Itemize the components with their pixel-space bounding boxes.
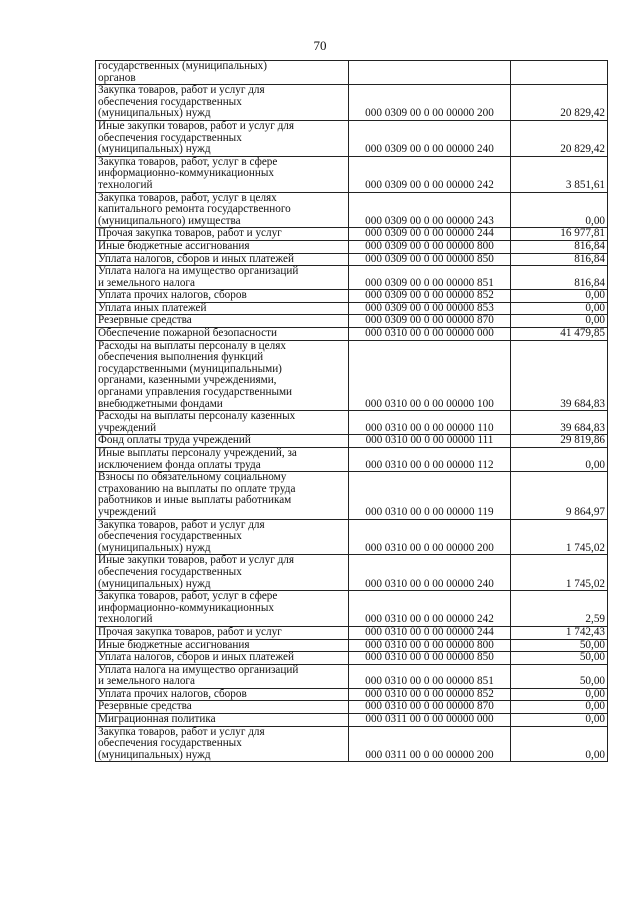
row-name-cell: Расходы на выплаты персоналу казенных учреждений xyxy=(96,411,349,435)
row-amount-cell: 1 745,02 xyxy=(511,555,608,591)
row-name-cell: Закупка товаров, работ и услуг для обеспечения государственных (муниципальных) нужд xyxy=(96,85,349,121)
table-row xyxy=(96,266,608,290)
row-code-cell: 000 0310 00 0 00 00000 119 xyxy=(349,472,511,519)
row-code-cell xyxy=(349,61,511,85)
row-name-cell: Прочая закупка товаров, работ и услуг xyxy=(96,626,349,639)
row-code-cell: 000 0311 00 0 00 00000 200 xyxy=(349,726,511,762)
row-code-cell: 000 0309 00 0 00 00000 243 xyxy=(349,192,511,228)
row-amount-cell: 16 977,81 xyxy=(511,228,608,241)
row-name-cell: Закупка товаров, работ, услуг в сфере информационно-коммуникационных технологий xyxy=(96,591,349,627)
row-amount-cell: 816,84 xyxy=(511,240,608,253)
table-row xyxy=(96,340,608,411)
row-amount-cell: 0,00 xyxy=(511,315,608,328)
row-name-cell: Уплата налога на имущество организаций и земельного налога xyxy=(96,664,349,688)
row-amount-cell: 0,00 xyxy=(511,448,608,472)
row-amount-cell: 20 829,42 xyxy=(511,120,608,156)
table-row xyxy=(96,156,608,192)
table-row xyxy=(96,472,608,519)
row-code-cell: 000 0310 00 0 00 00000 240 xyxy=(349,555,511,591)
row-name-cell: Иные бюджетные ассигнования xyxy=(96,240,349,253)
row-code-cell: 000 0310 00 0 00 00000 242 xyxy=(349,591,511,627)
row-name-cell: Фонд оплаты труда учреждений xyxy=(96,435,349,448)
row-code-cell: 000 0310 00 0 00 00000 100 xyxy=(349,340,511,411)
row-code-cell: 000 0309 00 0 00 00000 240 xyxy=(349,120,511,156)
table-row xyxy=(96,411,608,435)
table-row xyxy=(96,290,608,303)
table-row xyxy=(96,240,608,253)
row-name-cell: Закупка товаров, работ, услуг в целях капитального ремонта государственного (муниципального) имущества xyxy=(96,192,349,228)
row-code-cell: 000 0310 00 0 00 00000 850 xyxy=(349,652,511,665)
row-amount-cell: 0,00 xyxy=(511,688,608,701)
budget-table xyxy=(95,60,608,762)
table-row xyxy=(96,192,608,228)
table-row xyxy=(96,85,608,121)
row-amount-cell: 9 864,97 xyxy=(511,472,608,519)
row-name-cell: Расходы на выплаты персоналу в целях обеспечения выполнения функций государственными (муниципальными) органами, казенными учреждениями, органами управления государственными внебюджетными фондами xyxy=(96,340,349,411)
page-number: 70 xyxy=(313,38,327,53)
row-amount-cell: 39 684,83 xyxy=(511,411,608,435)
row-code-cell: 000 0310 00 0 00 00000 800 xyxy=(349,639,511,652)
table-row xyxy=(96,435,608,448)
row-amount-cell: 50,00 xyxy=(511,639,608,652)
row-amount-cell: 41 479,85 xyxy=(511,328,608,341)
row-amount-cell: 0,00 xyxy=(511,192,608,228)
row-code-cell: 000 0309 00 0 00 00000 244 xyxy=(349,228,511,241)
row-amount-cell: 2,59 xyxy=(511,591,608,627)
row-name-cell: Уплата налогов, сборов и иных платежей xyxy=(96,652,349,665)
row-amount-cell: 0,00 xyxy=(511,701,608,714)
row-amount-cell: 816,84 xyxy=(511,253,608,266)
row-name-cell: государственных (муниципальных) органов xyxy=(96,61,349,85)
row-code-cell: 000 0311 00 0 00 00000 000 xyxy=(349,714,511,727)
row-name-cell: Уплата иных платежей xyxy=(96,302,349,315)
table-row xyxy=(96,253,608,266)
row-amount-cell: 0,00 xyxy=(511,714,608,727)
table-row xyxy=(96,652,608,665)
row-name-cell: Закупка товаров, работ и услуг для обеспечения государственных (муниципальных) нужд xyxy=(96,519,349,555)
row-name-cell: Уплата прочих налогов, сборов xyxy=(96,290,349,303)
row-code-cell: 000 0310 00 0 00 00000 111 xyxy=(349,435,511,448)
row-code-cell: 000 0310 00 0 00 00000 852 xyxy=(349,688,511,701)
row-code-cell: 000 0309 00 0 00 00000 242 xyxy=(349,156,511,192)
row-code-cell: 000 0309 00 0 00 00000 851 xyxy=(349,266,511,290)
row-amount-cell: 0,00 xyxy=(511,290,608,303)
table-row xyxy=(96,328,608,341)
row-name-cell: Иные закупки товаров, работ и услуг для обеспечения государственных (муниципальных) нужд xyxy=(96,120,349,156)
row-name-cell: Прочая закупка товаров, работ и услуг xyxy=(96,228,349,241)
row-code-cell: 000 0309 00 0 00 00000 853 xyxy=(349,302,511,315)
row-code-cell: 000 0309 00 0 00 00000 852 xyxy=(349,290,511,303)
row-amount-cell: 29 819,86 xyxy=(511,435,608,448)
row-name-cell: Обеспечение пожарной безопасности xyxy=(96,328,349,341)
row-amount-cell: 816,84 xyxy=(511,266,608,290)
table-row xyxy=(96,688,608,701)
row-name-cell: Иные бюджетные ассигнования xyxy=(96,639,349,652)
row-code-cell: 000 0310 00 0 00 00000 110 xyxy=(349,411,511,435)
row-name-cell: Закупка товаров, работ и услуг для обеспечения государственных (муниципальных) нужд xyxy=(96,726,349,762)
table-row xyxy=(96,315,608,328)
row-name-cell: Иные выплаты персоналу учреждений, за исключением фонда оплаты труда xyxy=(96,448,349,472)
table-row xyxy=(96,626,608,639)
row-amount-cell: 1 742,43 xyxy=(511,626,608,639)
row-code-cell: 000 0310 00 0 00 00000 870 xyxy=(349,701,511,714)
table-row xyxy=(96,61,608,85)
row-name-cell: Взносы по обязательному социальному страхованию на выплаты по оплате труда работников и иные выплаты работникам учреждений xyxy=(96,472,349,519)
row-amount-cell: 39 684,83 xyxy=(511,340,608,411)
row-name-cell: Иные закупки товаров, работ и услуг для обеспечения государственных (муниципальных) нужд xyxy=(96,555,349,591)
table-row xyxy=(96,228,608,241)
row-code-cell: 000 0310 00 0 00 00000 851 xyxy=(349,664,511,688)
row-name-cell: Уплата налога на имущество организаций и земельного налога xyxy=(96,266,349,290)
row-amount-cell: 1 745,02 xyxy=(511,519,608,555)
row-code-cell: 000 0310 00 0 00 00000 112 xyxy=(349,448,511,472)
table-row xyxy=(96,591,608,627)
row-amount-cell: 50,00 xyxy=(511,664,608,688)
row-code-cell: 000 0309 00 0 00 00000 800 xyxy=(349,240,511,253)
row-name-cell: Уплата налогов, сборов и иных платежей xyxy=(96,253,349,266)
table-row xyxy=(96,302,608,315)
table-row xyxy=(96,726,608,762)
row-code-cell: 000 0310 00 0 00 00000 244 xyxy=(349,626,511,639)
row-name-cell: Закупка товаров, работ, услуг в сфере информационно-коммуникационных технологий xyxy=(96,156,349,192)
row-amount-cell: 3 851,61 xyxy=(511,156,608,192)
table-row xyxy=(96,519,608,555)
row-amount-cell: 0,00 xyxy=(511,302,608,315)
row-code-cell: 000 0310 00 0 00 00000 000 xyxy=(349,328,511,341)
table-row xyxy=(96,701,608,714)
row-name-cell: Уплата прочих налогов, сборов xyxy=(96,688,349,701)
row-amount-cell: 50,00 xyxy=(511,652,608,665)
table-row xyxy=(96,120,608,156)
budget-table-body xyxy=(96,61,608,762)
row-amount-cell: 0,00 xyxy=(511,726,608,762)
row-amount-cell: 20 829,42 xyxy=(511,85,608,121)
table-row xyxy=(96,448,608,472)
table-row xyxy=(96,639,608,652)
table-row xyxy=(96,555,608,591)
row-code-cell: 000 0309 00 0 00 00000 850 xyxy=(349,253,511,266)
row-amount-cell xyxy=(511,61,608,85)
row-name-cell: Миграционная политика xyxy=(96,714,349,727)
row-name-cell: Резервные средства xyxy=(96,701,349,714)
row-code-cell: 000 0310 00 0 00 00000 200 xyxy=(349,519,511,555)
table-row xyxy=(96,714,608,727)
table-row xyxy=(96,664,608,688)
row-name-cell: Резервные средства xyxy=(96,315,349,328)
row-code-cell: 000 0309 00 0 00 00000 870 xyxy=(349,315,511,328)
row-code-cell: 000 0309 00 0 00 00000 200 xyxy=(349,85,511,121)
